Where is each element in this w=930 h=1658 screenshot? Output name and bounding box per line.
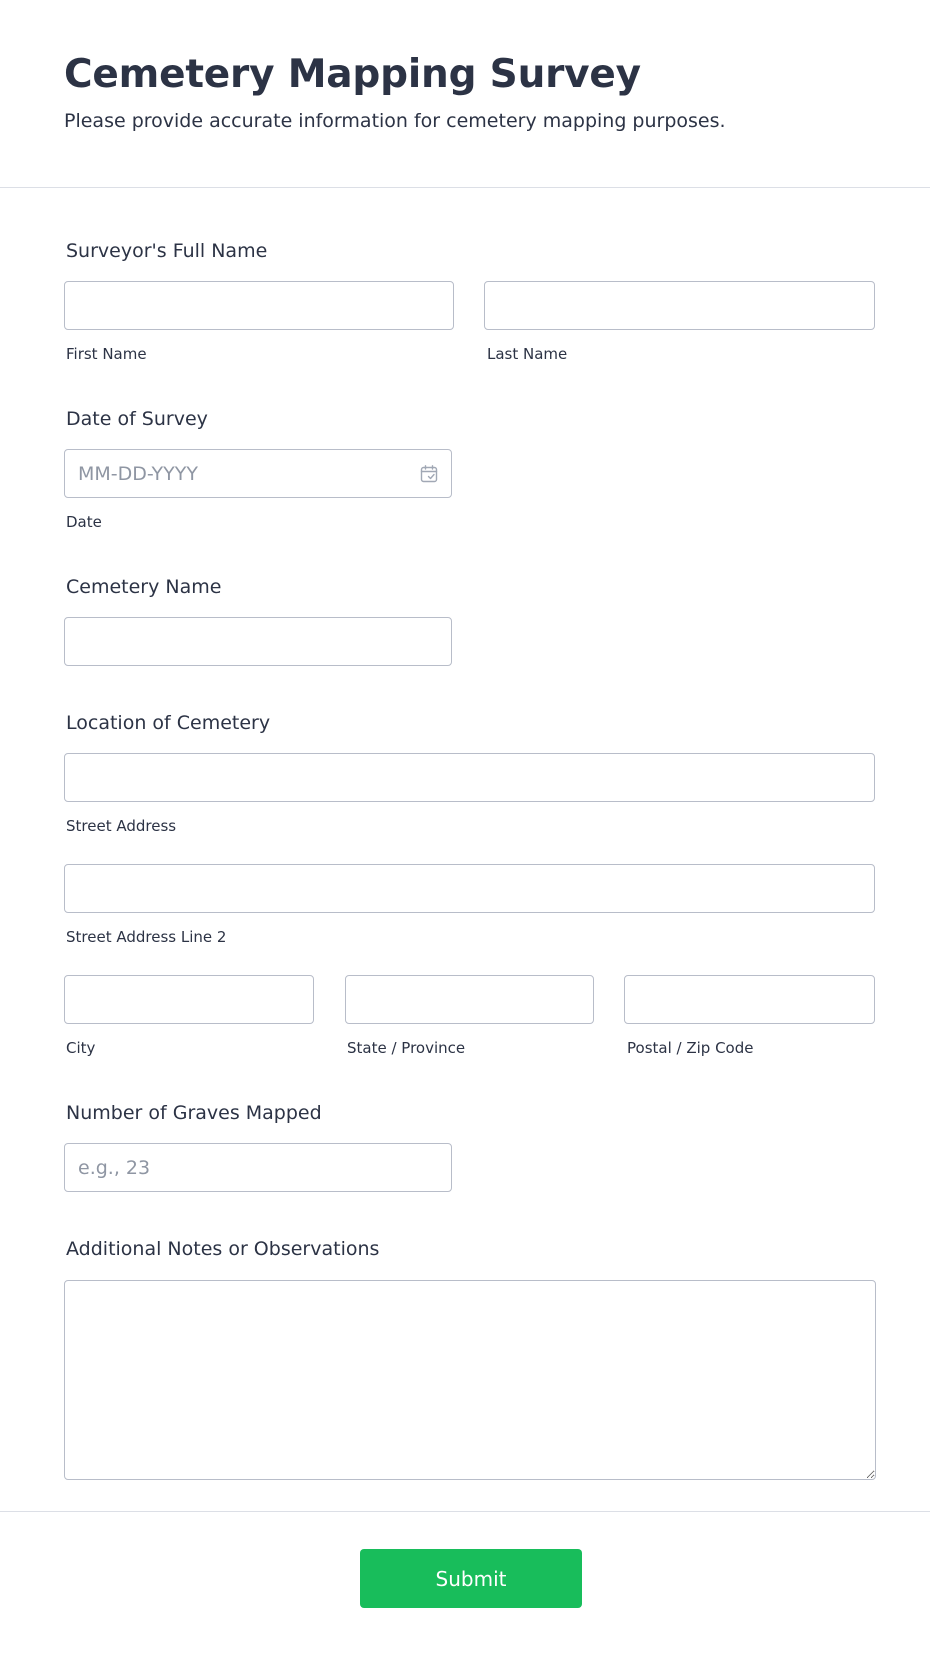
form-header [0,0,930,188]
city-input[interactable] [64,975,314,1024]
submit-button[interactable]: Submit [360,1549,582,1608]
postal-code-sublabel: Postal / Zip Code [627,1039,754,1057]
cemetery-name-label: Cemetery Name [66,576,222,598]
street-address-input[interactable] [64,753,875,802]
state-province-sublabel: State / Province [347,1039,466,1057]
first-name-sublabel: First Name [66,345,147,363]
form-subtitle: Please provide accurate information for cemetery mapping purposes. [64,110,726,132]
surveyor-name-label: Surveyor's Full Name [66,240,268,262]
street-address-line2-sublabel: Street Address Line 2 [66,928,227,946]
graves-mapped-input[interactable] [64,1143,452,1192]
date-input[interactable] [64,449,452,498]
graves-mapped-label: Number of Graves Mapped [66,1102,322,1124]
calendar-icon[interactable] [419,464,439,484]
first-name-input[interactable] [64,281,454,330]
cemetery-name-input[interactable] [64,617,452,666]
form-title: Cemetery Mapping Survey [64,52,641,97]
city-sublabel: City [66,1039,96,1057]
street-address-sublabel: Street Address [66,817,177,835]
state-province-input[interactable] [345,975,594,1024]
date-sublabel: Date [66,513,102,531]
location-label: Location of Cemetery [66,712,271,734]
last-name-input[interactable] [484,281,875,330]
date-of-survey-label: Date of Survey [66,408,208,430]
notes-textarea[interactable] [64,1280,876,1480]
notes-label: Additional Notes or Observations [66,1238,380,1260]
postal-code-input[interactable] [624,975,875,1024]
street-address-line2-input[interactable] [64,864,875,913]
last-name-sublabel: Last Name [487,345,568,363]
